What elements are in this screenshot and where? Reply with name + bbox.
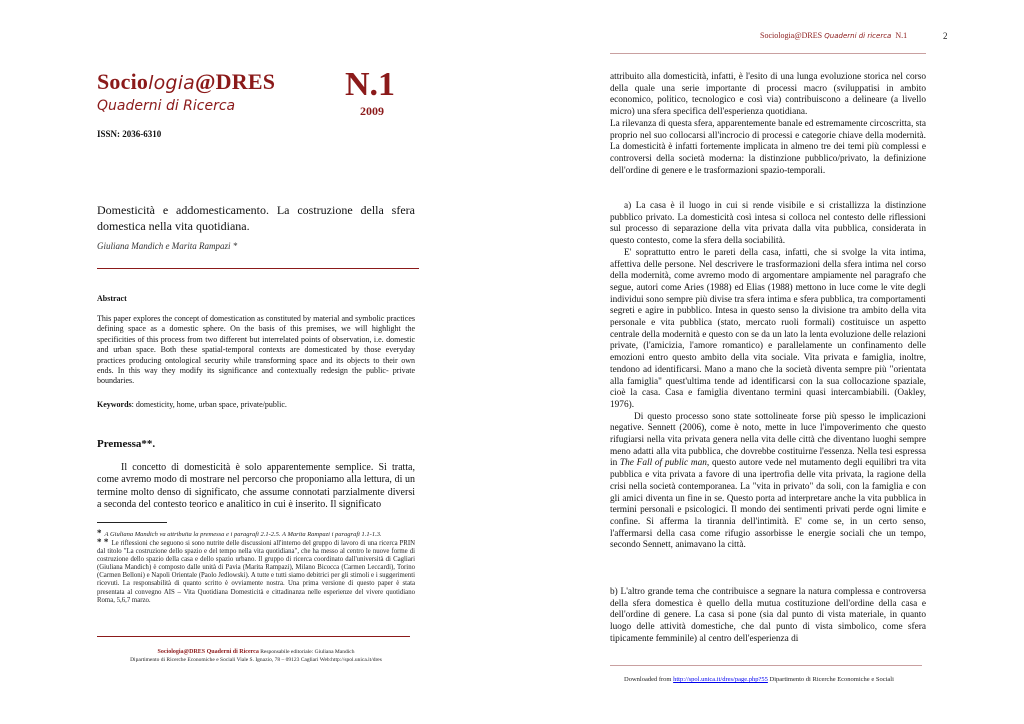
download-link[interactable]: http://spol.unica.it/dres/page.php?55: [673, 676, 768, 683]
brand-logia: logia: [148, 72, 196, 94]
title-divider: [97, 268, 419, 269]
sennett-text-post: , questo autore vede nel mutamento degli equilibri tra vita pubblica e vita privata a favore di una ipertrofia delle vita privata, la ragione della crisi nella società contemporanea. La "vita in privato" da soli, con la famiglia e con gli amici diventa un fine in se. Questo porta ad interpretare anche la vita pubblica in termini personali e psicologici. Il mondo dei sentimenti privati perde ogni limite e confine. Si afferma la tirannia dell'intimità. E' come se, in un certo senso, l'affermarsi della casa come rifugio assorbisse le energie sociali che un tempo, secondo Sennett, animavano la città.: [610, 458, 926, 551]
issn: ISSN: 2036-6310: [97, 129, 162, 139]
keywords-label: Keywords: [97, 400, 132, 409]
intro-paragraph: Il concetto di domesticità è solo apparentemente semplice. Si tratta, come avremo modo di mostrare nel percorso che proponiamo alla lettura, di un termine molto denso di significato, che assume connotati parzialmente diversi a seconda del contesto teorico e analitico in cui è inserito. Il significato: [97, 462, 415, 510]
footer-divider: [97, 636, 410, 637]
keywords-text: : domesticity, home, urban space, private/public.: [131, 400, 287, 409]
article-title: Domesticità e addomesticamento. La costruzione della sfera domestica nella vita quotidiana.: [97, 203, 415, 233]
brand-dres: @DRES: [195, 69, 276, 94]
journal-brand: [97, 69, 275, 95]
header-divider: [610, 53, 926, 54]
footnote-divider: [97, 522, 167, 523]
body-block-1: [610, 72, 926, 177]
footnote-2: [97, 538, 415, 605]
brand-socio: Socio: [97, 69, 149, 94]
journal-subtitle: Quaderni di Ricerca: [97, 98, 236, 114]
header-brand: Sociologia@DRES: [760, 31, 823, 40]
issue-year: 2009: [360, 104, 384, 118]
download-prefix: Downloaded from: [624, 676, 674, 683]
abstract-text: This paper explores the concept of domestication as constituted by material and symbolic practices defining space as a domestic sphere. On the basis of this premises, we will highlight the specificities of this process from two different but interrelated points of observation, i.e. domestic and urban space. Both these spatial-temporal contexts are domesticated by those everyday practices producing ontological security while transforming space and its objects to their own ends. In this way they modify its significance and contextually redesign the public- private boundaries.: [97, 314, 415, 386]
paragraph-continuation: attribuito alla domesticità, infatti, è l'esito di una lunga evoluzione storica nel corso della quale una serie importante di processi macro (sviluppatisi in ambito economico, politico, tecnologico e così via) contribuiscono a delineare (a livello micro) una sfera specifica dell'esperienza quotidiana.: [610, 72, 926, 118]
sennett-book-title: The Fall of public man: [619, 458, 707, 469]
footnote-1-mark: *: [97, 528, 102, 538]
body-block-2: [610, 201, 926, 552]
header-sub: Quaderni di ricerca: [822, 32, 892, 40]
sennett-text-pre: Di questo processo sono state sottolineate forse più spesso le implicazioni negative. Sennett (2006), come è noto, mette in luce l'impoverimento che questo rifugiarsi nella vita privata genera nella vita delle città che diventano luoghi sempre meno adatti alla vita pubblica, che dovrebbe costituirne l'essenza. Nella tesi espressa in: [610, 411, 926, 469]
running-header: [760, 31, 907, 40]
footnote-2-mark: * *: [97, 537, 109, 547]
paragraph-point-b: b) L'altro grande tema che contribuisce a segnare la natura complessa e controversa della sfera domestica è quello della mutua costituzione dell'ordine della casa e dell'ordine di genere. La casa si pone (sia dal punto di vista materiale, in quanto luogo delle attività domestiche, che dal punto di vista simbolico, come sfera tipicamente femminile) al centro dell'esperienza di: [610, 587, 926, 644]
keywords: [97, 400, 415, 409]
section-heading-premessa: Premessa**.: [97, 438, 156, 450]
footnote-1: [97, 528, 415, 538]
paragraph-relevance: La rilevanza di questa sfera, apparentemente banale ed estremamente circoscritta, sta proprio nel suo collocarsi all'incrocio di processi e categorie chiave della modernità. La domesticità è infatti fortemente implicata in almeno tre dei temi più complessi e controversi della società moderna: la distinzione pubblico/privato, la definizione dell'ordine di genere e le trasformazioni spazio-temporali.: [610, 118, 926, 176]
page-number: 2: [943, 31, 948, 41]
abstract-heading: Abstract: [97, 294, 127, 303]
download-divider: [610, 665, 922, 666]
paragraph-intimacy: E' soprattutto entro le pareti della casa, infatti, che si svolge la vita intima, affettiva delle persone. Nel descrivere le trasformazioni della sfera intima nel corso della modernità, come avremo modo di argomentare ampiamente nel paragrafo che segue, autori come Aries (1988) ed Elias (1988) mettono in luce come le vite degli individui sono sempre più divise tra sfera intima e sfera pubblica, tra comportamenti segreti e agire in pubblico. Intesa in questo senso la divisione tra ambito della vita personale e vita pubblica (stato, mercato ruoli formali) costituisce un aspetto centrale della modernità e questo con se da un lato la lenta evoluzione delle relazioni private, (l'amicizia, l'amore romantico) e parallelamente un confinamento delle emozioni entro questo ambito della vita sociale. Vita privata e famiglia, inoltre, tendono ad identificarsi. Mano a mano che la società diventa sempre più "orientata alla famiglia" quest'ultima tende ad identificarsi con la sua collocazione spaziale, cioè la casa. Casa e famiglia diventano termini quasi intercambiabili. (Oakley, 1976).: [610, 247, 926, 410]
paragraph-point-a: a) La casa è il luogo in cui si rende visibile e si cristallizza la distinzione pubblico privato. La domesticità così intesa si colloca nel contesto delle riflessioni sul processo di separazione della vita privata dalla vita pubblica, considerata in questo contesto, come la sfera della sociabilità.: [610, 201, 926, 247]
footnote-1-text: A Giuliana Mandich va attribuita la premessa e i paragrafi 2.1-2.5. A Marita Rampazi i paragrafi 1.1-1.3.: [104, 531, 382, 538]
article-authors: Giuliana Mandich e Marita Rampazi *: [97, 241, 238, 251]
issue-number: N.1: [345, 66, 396, 103]
body-block-3: [610, 587, 926, 646]
page-footer: [97, 648, 415, 664]
download-line: [624, 676, 894, 683]
paragraph-sennett: [610, 412, 926, 552]
footer-brand: Sociologia@DRES Quaderni di Ricerca: [157, 649, 259, 655]
footnote-2-text: Le riflessioni che seguono si sono nutrite delle discussioni all'interno del gruppo di lavoro di una ricerca PRIN dal titolo "La costruzione dello spazio e del tempo nella vita quotidiana", che ha messo al centro le nuove forme di costruzione dello spazio della casa e dello spazio urbano. Il gruppo di ricerca coordinato dall'università di Cagliari (Giuliana Mandich) è composto dalle unità di Pavia (Marita Rampazi), Milano Bicocca (Carmen Leccardi), Torino (Carmen Belloni) e Napoli Orientale (Paolo Jedlowski). A tutte e tutti siamo debitrici per gli stimoli e i suggerimenti ricevuti. La responsabilità di quanto scritto è ovviamente nostra. Una prima versione di questo paper è stata presentata al convegno AIS – Vita Quotidiana Domesticità e cittadinanza nelle esperienze del vivere quotidiano Roma, 5,6,7 marzo.: [97, 540, 415, 604]
header-issue: N.1: [895, 31, 908, 40]
footer-address: Dipartimento di Ricerche Economiche e Sociali Viale S. Ignazio, 78 – 09123 Cagliari Web:http://spol.unica.it/dres: [130, 657, 382, 663]
download-suffix: Dipartimento di Ricerche Economiche e Sociali: [767, 676, 894, 683]
footer-editor: Responsabile editoriale: Giuliana Mandich: [258, 649, 355, 655]
